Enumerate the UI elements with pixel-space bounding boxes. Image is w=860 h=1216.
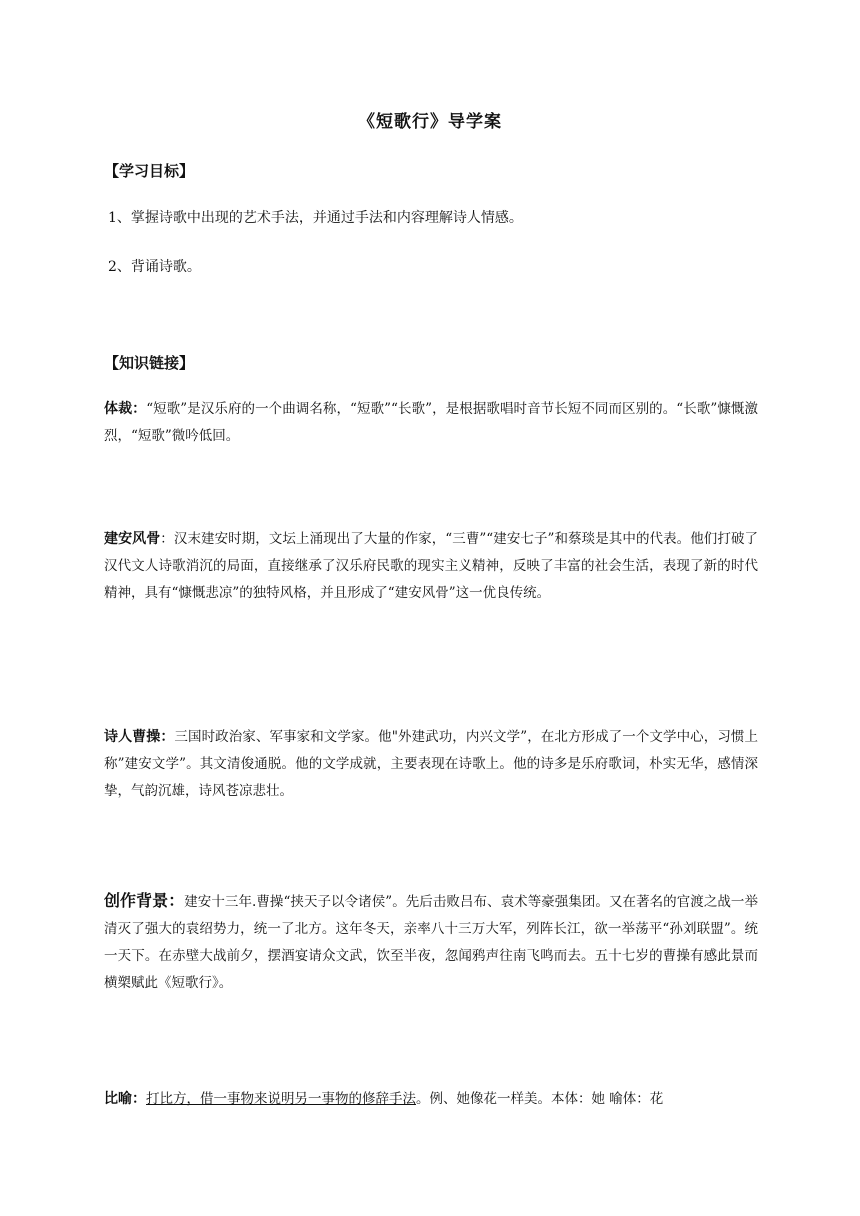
- jian-an-text: ：汉末建安时期，文坛上涌现出了大量的作家，“三曹”“建安七子”和蔡琰是其中的代表。他们打破了汉代文人诗歌消沉的局面，直接继承了汉乐府民歌的现实主义精神，反映了丰富的社会生活，表现了新的时代精神，具有“慷慨悲凉”的独特风格，并且形成了“建安风骨”这一优良传统。: [104, 531, 759, 601]
- learning-goals-heading: 【学习目标】: [104, 162, 195, 180]
- poet-paragraph: [104, 724, 758, 805]
- metaphor-term: 比喻：: [104, 1091, 146, 1107]
- genre-text: “短歌”是汉乐府的一个曲调名称，“短歌”“长歌”，是根据歌唱时音节长短不同而区别的。“长歌”慷慨激烈，“短歌”微吟低回。: [104, 401, 758, 444]
- poet-term: 诗人曹操：: [104, 729, 175, 745]
- background-term: 创作背景：: [104, 891, 185, 910]
- poet-text: 三国时政治家、军事家和文学家。他"外建武功，内兴文学”，在北方形成了一个文学中心，习惯上称”建安文学”。其文清俊通脱。他的文学成就，主要表现在诗歌上。他的诗多是乐府歌词，朴实无华，感情深挚，气韵沉雄，诗风苍凉悲壮。: [104, 729, 758, 799]
- learning-goal-2: 2、背诵诗歌。: [108, 259, 201, 275]
- background-text: 建安十三年.曹操“挟天子以令诸侯”。先后击败吕布、袁术等豪强集团。又在著名的官渡之战一举清灭了强大的袁绍势力，统一了北方。这年冬天，亲率八十三万大军，列阵长江，欲一举荡平“孙刘联盟”。统一天下。在赤壁大战前夕，摆酒宴请众文武，饮至半夜，忽闻鸦声往南飞鸣而去。五十七岁的曹操有感此景而横槊赋此《短歌行》。: [104, 894, 758, 991]
- genre-term: 体裁：: [104, 401, 147, 417]
- metaphor-paragraph: [104, 1086, 758, 1113]
- metaphor-definition: 打比方，借一事物来说明另一事物的修辞手法: [146, 1091, 416, 1107]
- jian-an-term: 建安风骨: [104, 531, 161, 547]
- background-paragraph: [104, 887, 758, 997]
- genre-paragraph: [104, 396, 758, 450]
- knowledge-link-heading: 【知识链接】: [104, 354, 195, 372]
- metaphor-example: 。例、她像花一样美。本体：她 喻体：花: [416, 1091, 664, 1107]
- learning-goal-1: 1、掌握诗歌中出现的艺术手法，并通过手法和内容理解诗人情感。: [108, 210, 523, 226]
- jian-an-paragraph: [104, 526, 758, 607]
- document-title: 《短歌行》导学案: [358, 112, 502, 132]
